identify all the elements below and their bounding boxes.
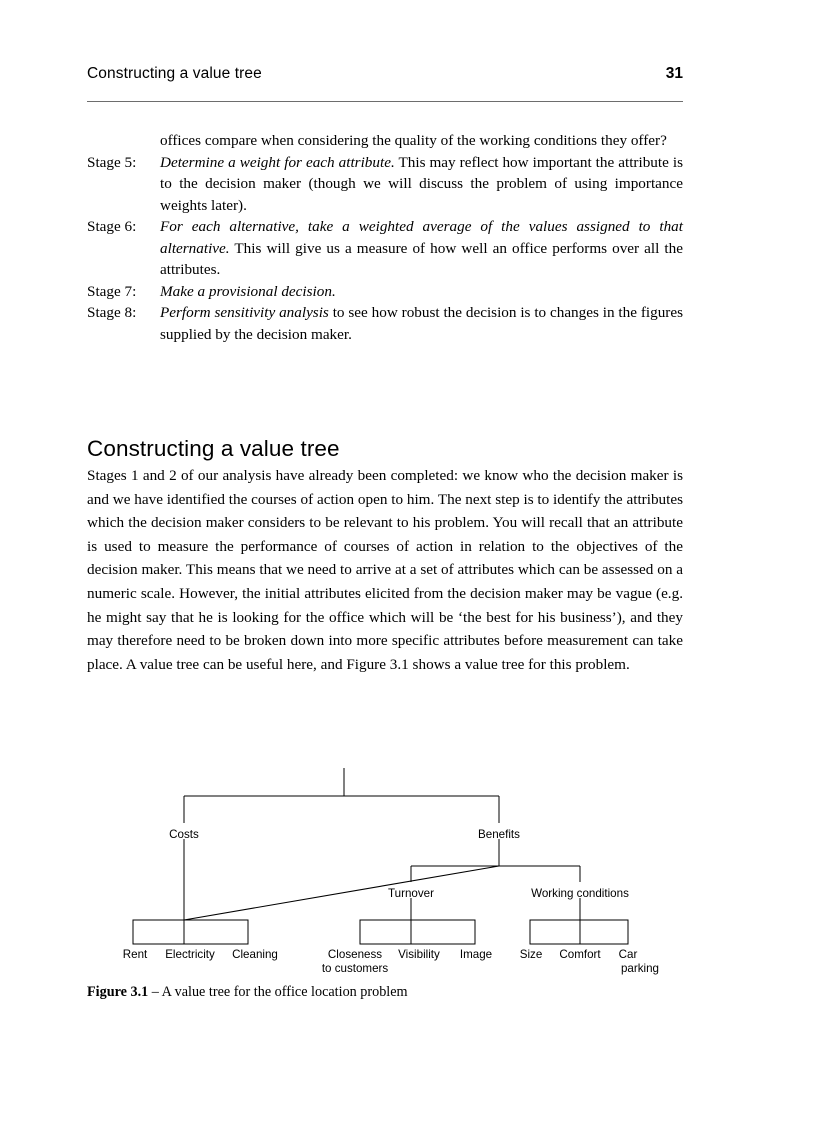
value-tree-figure [87, 757, 683, 977]
figure-caption-text: A value tree for the office location problem [161, 984, 408, 1000]
leaf-closeness-label: Closeness [327, 948, 383, 961]
leaf-comfort-label: Comfort [559, 948, 601, 961]
stage-italic-lead: Determine a weight for each attribute. [160, 153, 395, 171]
working-conditions-leaf-box [530, 920, 628, 944]
stage-item-8 [87, 302, 683, 345]
stage-item-7 [87, 281, 683, 303]
costs-branch-label: Costs [169, 828, 199, 841]
leaf-size-label: Size [519, 948, 543, 961]
stage-intro-continuation: offices compare when considering the quality of the working conditions they offer? [160, 132, 667, 149]
stage-text [160, 281, 683, 303]
leaf-cleaning-label: Cleaning [232, 948, 278, 961]
turnover-branch-label: Turnover [388, 887, 434, 900]
stage-rest: This will give us a measure of how well an office performs over all the attributes. [160, 239, 683, 278]
header-divider [87, 101, 683, 102]
stage-rest: This may reflect how important the attribute is to the decision maker (though we will discuss the problem of using importance weights later). [160, 153, 683, 214]
stage-label: Stage 5: [87, 153, 137, 171]
stage-item-5 [87, 152, 683, 217]
leaf-car-parking-label: Car [618, 948, 638, 961]
stage-item-6 [87, 216, 683, 281]
stage-label: Stage 6: [87, 218, 137, 235]
value-tree-diagram [87, 757, 683, 977]
leaf-visibility-label: Visibility [398, 948, 440, 961]
running-head-title: Constructing a value tree [87, 65, 262, 82]
stage-text [160, 152, 683, 217]
working-conditions-branch-label: Working conditions [531, 887, 629, 900]
running-head [87, 65, 683, 83]
stage-rest: to see how robust the decision is to changes in the figures supplied by the decision maker. [160, 304, 684, 343]
stage-italic-lead: For each alternative, take a weighted average of the values assigned to that alternative. [160, 218, 683, 257]
body-paragraph: Stages 1 and 2 of our analysis have already been completed: we know who the decision maker is and we have identified the courses of action open to him. The next step is to identify the attributes which the decision maker considers to be relevant to his problem. You will recall that an attribute is used to measure the performance of courses of action in relation to the objectives of the decision maker. This means that we need to arrive at a set of attributes which can be assessed on a numeric scale. However, the initial attributes elicited from the decision maker may be vague (e.g. he might say that he is looking for the office which will be ‘the best for his business’), and they may therefore need to be broken down into more specific attributes before measurement can take place. A value tree can be useful here, and Figure 3.1 shows a value tree for this problem. [87, 467, 683, 673]
stage-italic-lead: Make a provisional decision. [160, 282, 336, 300]
costs-leaf-box [133, 920, 248, 944]
stage-italic-lead: Perform sensitivity analysis [160, 304, 329, 321]
figure-caption-number: Figure 3.1 [87, 984, 149, 1000]
stage-label: Stage 8: [87, 304, 137, 321]
stages-list [87, 130, 683, 345]
figure-caption [87, 983, 683, 1001]
leaf-rent-label: Rent [122, 948, 148, 961]
benefits-branch-label: Benefits [478, 828, 520, 841]
section-heading: Constructing a value tree [87, 435, 340, 461]
leaf-electricity-label: Electricity [165, 948, 215, 961]
stage-text [160, 302, 683, 345]
leaf-image-label: Image [459, 948, 493, 961]
stage-text [160, 216, 683, 281]
leaf-closeness-label-line2: to customers [321, 962, 389, 975]
page-number: 31 [665, 65, 683, 82]
turnover-leaf-box [360, 920, 475, 944]
cross-link-line [184, 866, 499, 920]
stage-label: Stage 7: [87, 282, 137, 300]
leaf-car-parking-label-line2: parking [620, 962, 660, 975]
figure-caption-dash: – [148, 984, 162, 1000]
